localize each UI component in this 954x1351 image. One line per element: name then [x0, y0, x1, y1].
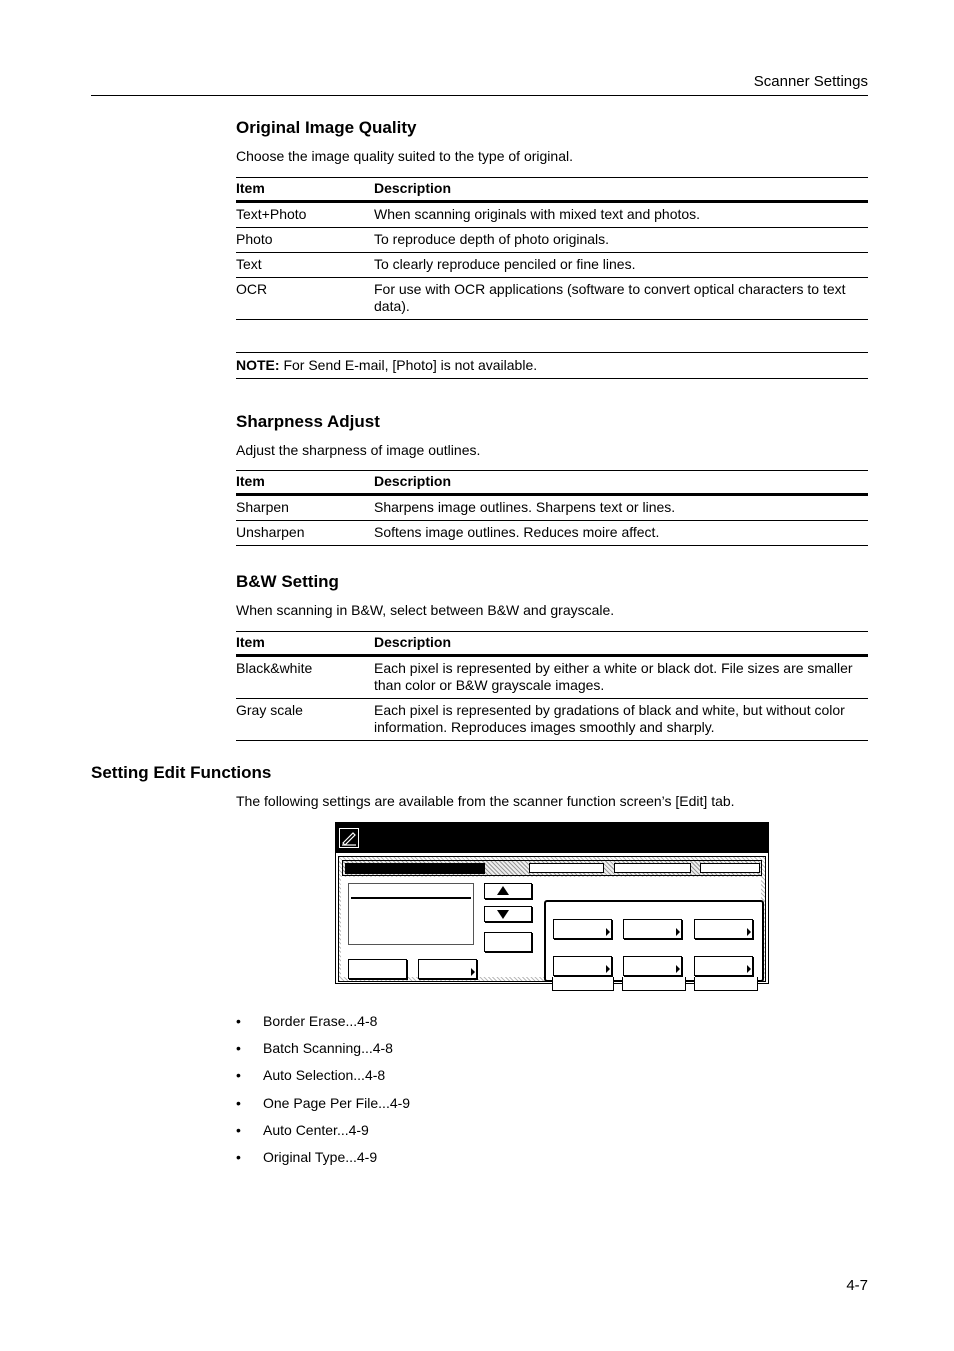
table-row	[236, 278, 868, 320]
cell-description: Each pixel is represented by either a white or black dot. File sizes are smaller than color or B&W grayscale images.	[374, 656, 868, 699]
function-button-4[interactable]	[553, 956, 612, 976]
table-row	[236, 656, 868, 699]
scanner-edit-screen-illustration	[335, 822, 769, 984]
table-original-image-quality	[236, 177, 868, 320]
list-item	[236, 1038, 410, 1065]
column-header-description: Description	[374, 632, 868, 656]
bottom-button-1[interactable]	[348, 959, 407, 979]
arrow-right-icon	[747, 928, 751, 936]
screen-title-bar	[336, 823, 768, 853]
arrow-right-icon	[606, 928, 610, 936]
list-item	[236, 1011, 410, 1038]
function-button-2[interactable]	[623, 919, 682, 939]
table-bw-setting	[236, 631, 868, 741]
cell-description: Each pixel is represented by gradations of black and white, but without color information. Reproduces images smoothly and sharply.	[374, 699, 868, 741]
cell-description: Sharpens image outlines. Sharpens text or lines.	[374, 495, 868, 521]
arrow-right-icon	[676, 965, 680, 973]
scroll-up-button[interactable]	[484, 883, 532, 899]
table-header-row	[236, 471, 868, 495]
tab-edit[interactable]	[345, 863, 485, 874]
heading-setting-edit-functions: Setting Edit Functions	[91, 763, 272, 782]
bullet: •	[236, 1040, 241, 1057]
edit-icon	[339, 828, 359, 848]
bottom-button-2[interactable]	[418, 959, 477, 979]
cell-item: Photo	[236, 228, 374, 253]
column-header-item: Item	[236, 632, 374, 656]
screen-tab-bar	[342, 860, 762, 876]
arrow-right-icon	[676, 928, 680, 936]
cell-description: To reproduce depth of photo originals.	[374, 228, 868, 253]
bullet: •	[236, 1094, 241, 1111]
arrow-up-icon	[497, 886, 509, 895]
cell-item: Unsharpen	[236, 521, 374, 546]
list-item-text: Original Type...4-9	[263, 1148, 378, 1165]
table-header-row	[236, 632, 868, 656]
list-item	[236, 1120, 410, 1147]
heading-bw-setting: B&W Setting	[236, 572, 339, 591]
intro-original-image-quality: Choose the image quality suited to the type of original.	[236, 148, 573, 164]
bullet: •	[236, 1148, 241, 1165]
cell-description: To clearly reproduce penciled or fine lines.	[374, 253, 868, 278]
bullet: •	[236, 1067, 241, 1084]
column-header-item: Item	[236, 471, 374, 495]
table-row	[236, 228, 868, 253]
intro-bw-setting: When scanning in B&W, select between B&W and grayscale.	[236, 602, 615, 618]
list-item-text: Batch Scanning...4-8	[263, 1040, 393, 1057]
table-header-row	[236, 178, 868, 202]
list-item	[236, 1065, 410, 1092]
cell-item: Gray scale	[236, 699, 374, 741]
cell-item: Text	[236, 253, 374, 278]
screen-body	[338, 856, 766, 982]
table-sharpness-adjust	[236, 470, 868, 546]
cell-item: OCR	[236, 278, 374, 320]
bullet: •	[236, 1013, 241, 1029]
list-item-text: Border Erase...4-8	[263, 1013, 378, 1029]
heading-sharpness-adjust: Sharpness Adjust	[236, 412, 380, 431]
edit-functions-list	[236, 1011, 410, 1174]
cell-item: Black&white	[236, 656, 374, 699]
function-button-3[interactable]	[694, 919, 753, 939]
arrow-right-icon	[747, 965, 751, 973]
list-item	[236, 1093, 410, 1120]
list-item-text: One Page Per File...4-9	[263, 1094, 411, 1111]
cell-item: Sharpen	[236, 495, 374, 521]
tab-4[interactable]	[700, 863, 760, 873]
cell-description: For use with OCR applications (software to convert optical characters to text data).	[374, 278, 868, 320]
list-item	[236, 1147, 410, 1174]
cell-item: Text+Photo	[236, 202, 374, 228]
header-rule	[91, 95, 868, 96]
arrow-down-icon	[497, 910, 509, 919]
function-button-5[interactable]	[623, 956, 682, 976]
note-box	[236, 352, 868, 379]
function-button-1[interactable]	[553, 919, 612, 939]
subtab-3[interactable]	[694, 977, 758, 991]
function-button-6[interactable]	[694, 956, 753, 976]
function-button-group	[544, 900, 764, 982]
intro-sharpness-adjust: Adjust the sharpness of image outlines.	[236, 442, 481, 458]
table-row	[236, 253, 868, 278]
screen-panel	[341, 877, 761, 977]
subtab-2[interactable]	[622, 977, 686, 991]
page-number: 4-7	[846, 1277, 868, 1294]
list-divider	[351, 897, 471, 899]
arrow-right-icon	[606, 965, 610, 973]
note-text: For Send E-mail, [Photo] is not available.	[279, 357, 538, 373]
table-row	[236, 699, 868, 741]
table-row	[236, 495, 868, 521]
settings-list[interactable]	[348, 883, 474, 945]
tab-2[interactable]	[529, 863, 604, 873]
running-header: Scanner Settings	[753, 73, 868, 90]
column-header-description: Description	[374, 471, 868, 495]
column-header-item: Item	[236, 178, 374, 202]
cell-description: Softens image outlines. Reduces moire affect.	[374, 521, 868, 546]
subtab-1[interactable]	[552, 977, 614, 991]
list-item-text: Auto Center...4-9	[263, 1121, 369, 1138]
list-item-text: Auto Selection...4-8	[263, 1067, 386, 1084]
select-button[interactable]	[484, 932, 532, 952]
cell-description: When scanning originals with mixed text and photos.	[374, 202, 868, 228]
arrow-right-icon	[471, 968, 475, 976]
table-row	[236, 521, 868, 546]
scroll-down-button[interactable]	[484, 906, 532, 922]
bullet: •	[236, 1121, 241, 1138]
intro-setting-edit-functions: The following settings are available from the scanner function screen’s [Edit] tab.	[236, 793, 735, 809]
tab-3[interactable]	[614, 863, 691, 873]
column-header-description: Description	[374, 178, 868, 202]
note-label: NOTE:	[236, 357, 280, 373]
table-row	[236, 202, 868, 228]
heading-original-image-quality: Original Image Quality	[236, 118, 417, 137]
